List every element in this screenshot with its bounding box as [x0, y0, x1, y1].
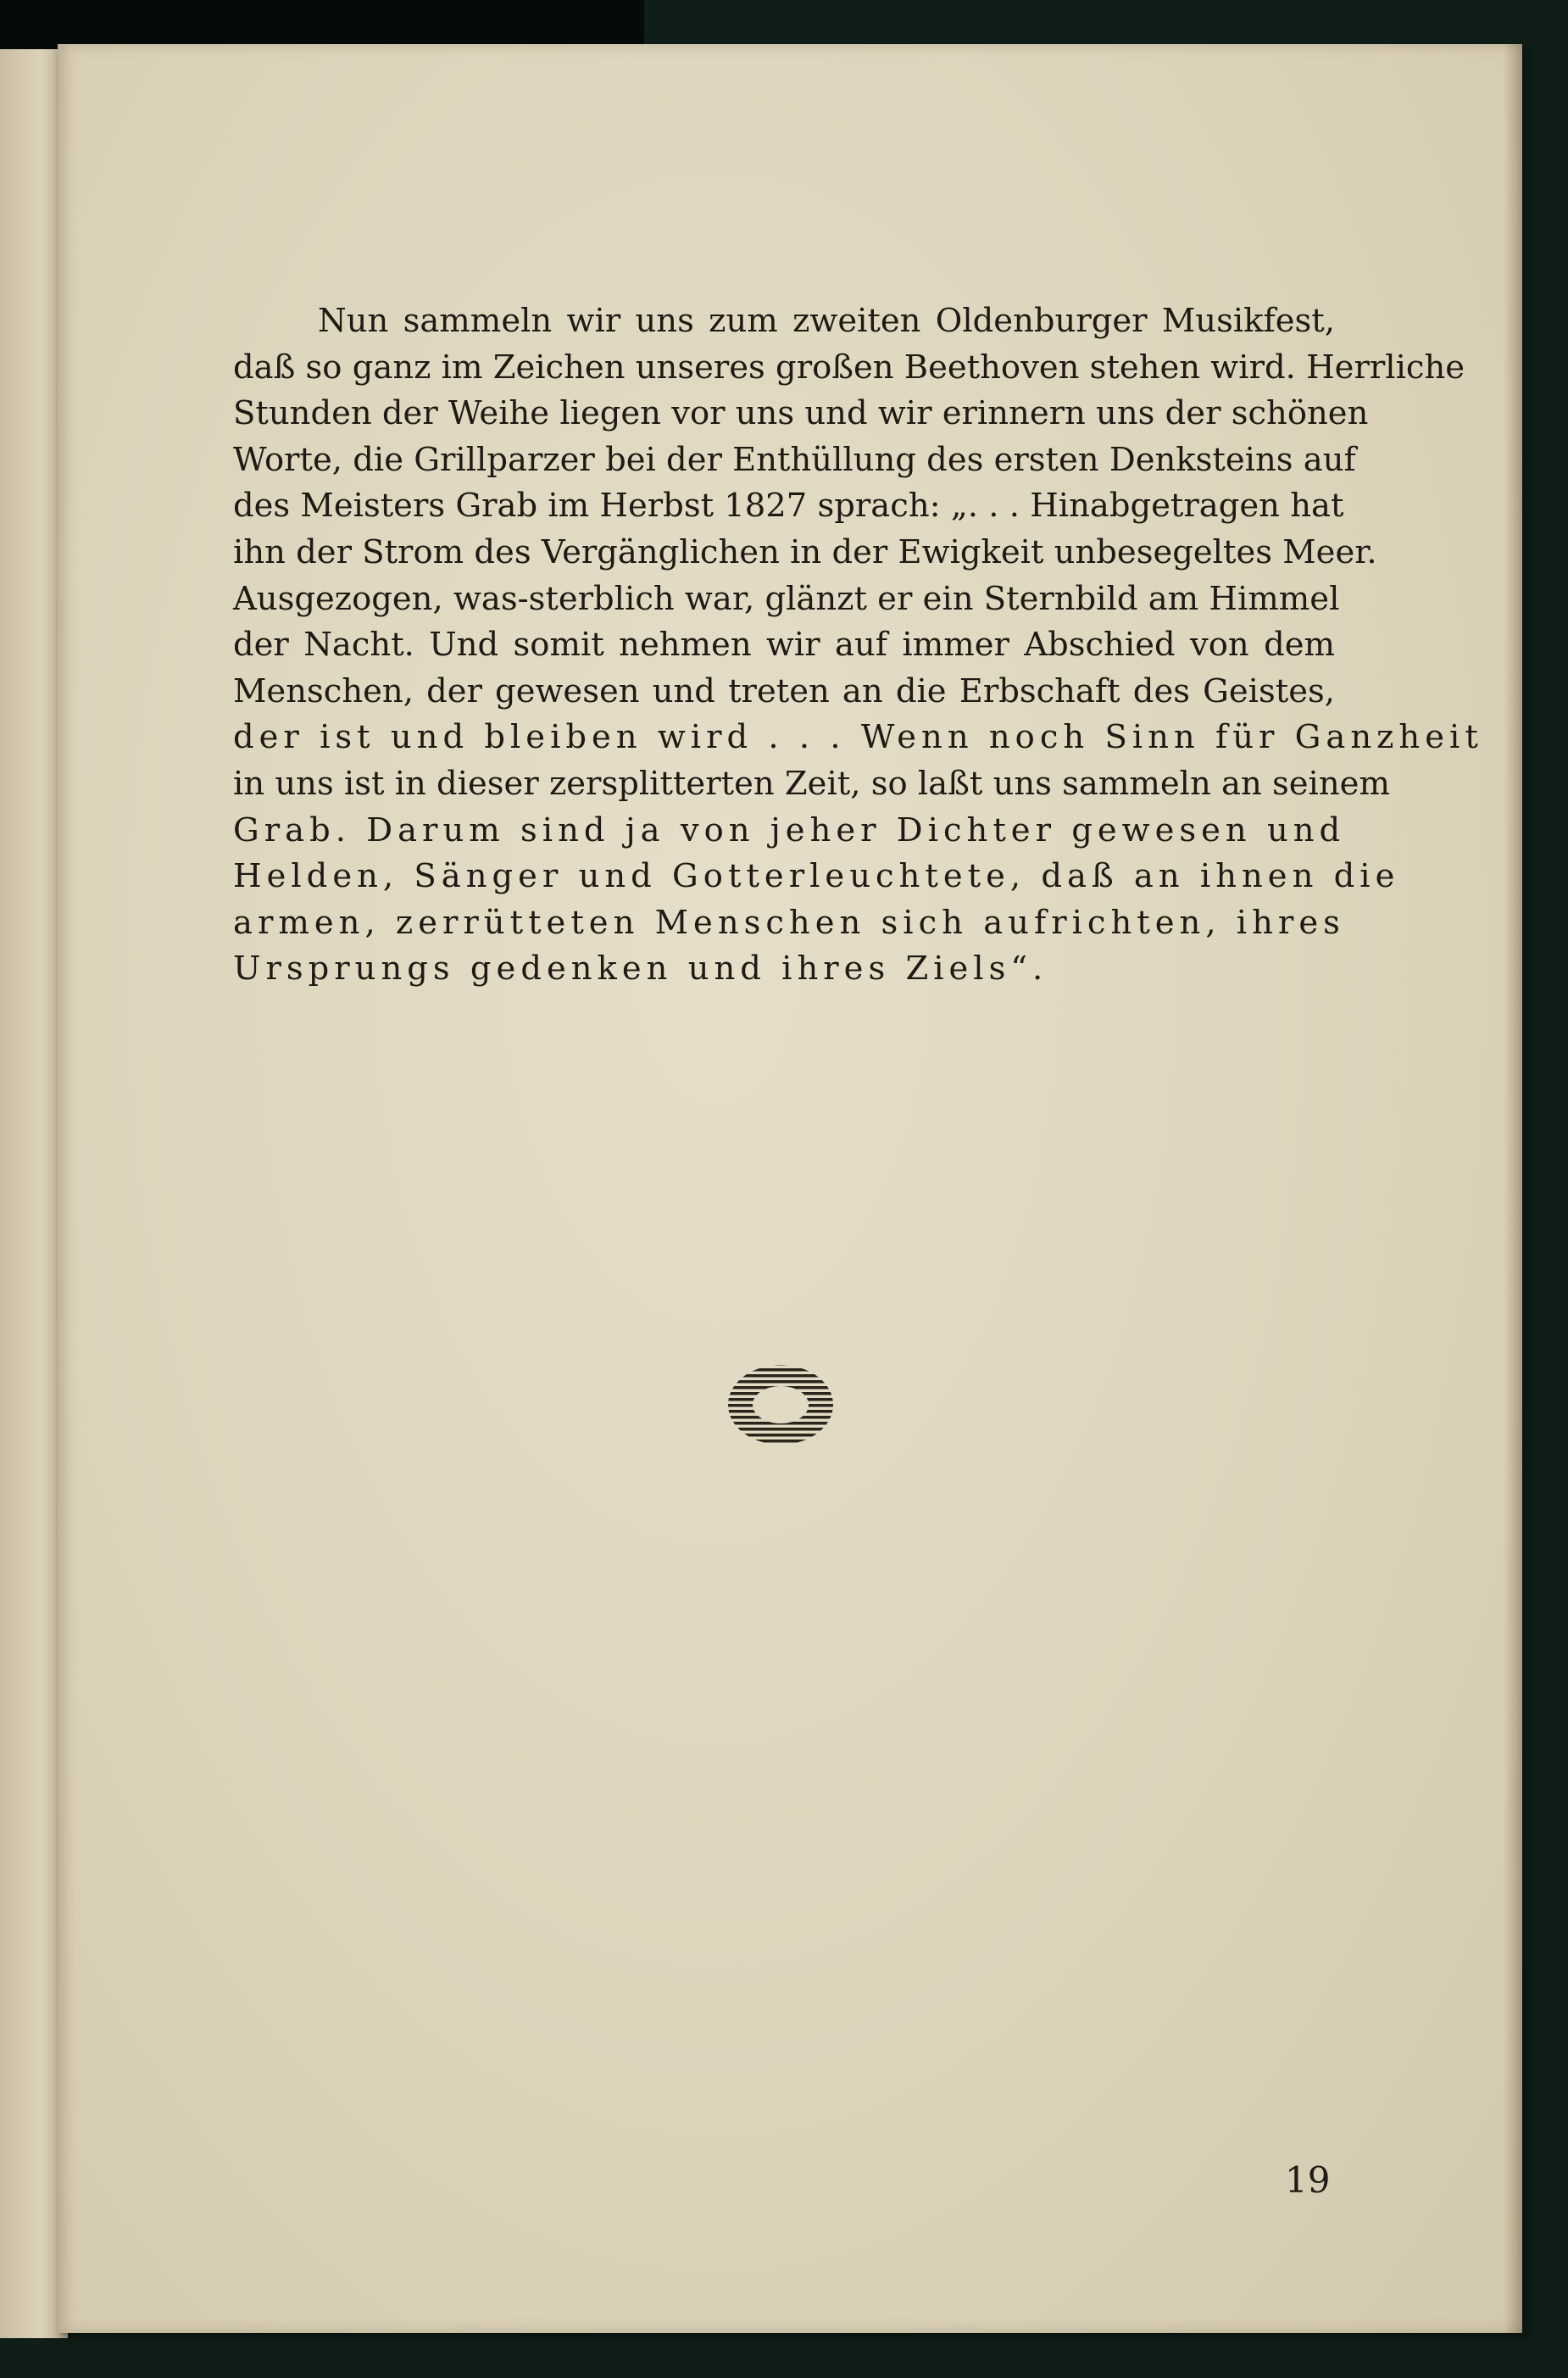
text-line: Nun sammeln wir uns zum zweiten Oldenburger Musikfest,	[318, 302, 1335, 340]
ring-ornament-icon	[726, 1362, 836, 1447]
text-line: Ursprungs gedenken und ihres Ziels“.	[233, 950, 1048, 989]
text-line: Helden, Sänger und Gotterleuchtete, daß an ihnen die	[233, 857, 1400, 896]
scan-top-strip	[0, 0, 644, 51]
text-line: Ausgezogen, was-sterblich war, glänzt er ein Sternbild am Himmel	[233, 579, 1340, 618]
text-line: Grab. Darum sind ja von jeher Dichter gewesen und	[233, 810, 1346, 849]
text-line: Stunden der Weihe liegen vor uns und wir erinnern uns der schönen	[233, 394, 1369, 433]
text-line: der Nacht. Und somit nehmen wir auf immer Abschied von dem	[233, 626, 1335, 665]
text-line: der ist und bleiben wird . . . Wenn noch Sinn für Ganzheit	[233, 718, 1483, 757]
main-paragraph	[233, 298, 1483, 993]
text-line: Menschen, der gewesen und treten an die Erbschaft des Geistes,	[233, 671, 1335, 710]
text-line: ihn der Strom des Vergänglichen in der Ewigkeit unbesegeltes Meer.	[233, 532, 1377, 571]
text-line: armen, zerrütteten Menschen sich aufrichten, ihres	[233, 903, 1345, 942]
text-line: des Meisters Grab im Herbst 1827 sprach: „. . . Hinabgetragen hat	[233, 487, 1344, 526]
text-line: daß so ganz im Zeichen unseres großen Beethoven stehen wird. Herrliche	[233, 348, 1465, 387]
page-number: 19	[1285, 2159, 1331, 2201]
book-page	[58, 44, 1522, 2333]
text-line: Worte, die Grillparzer bei der Enthüllung des ersten Denksteins auf	[233, 440, 1356, 479]
text-line: in uns ist in dieser zersplitterten Zeit, so laßt uns sammeln an seinem	[233, 764, 1390, 803]
